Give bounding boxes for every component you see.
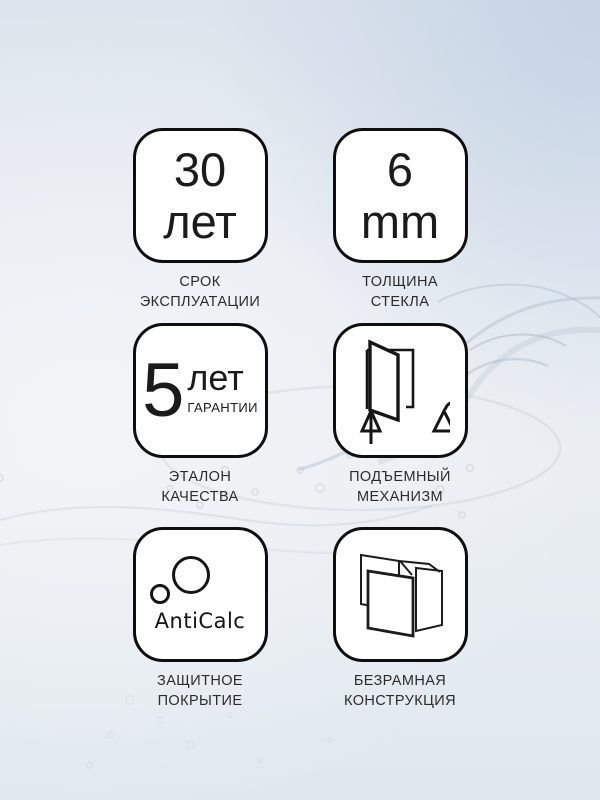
service-life-value	[163, 144, 237, 248]
value-number: 30	[173, 142, 227, 196]
warranty-number: 5	[142, 347, 185, 433]
caption-line: КОНСТРУКЦИЯ	[344, 693, 456, 709]
caption-line: КАЧЕСТВА	[161, 489, 239, 505]
value-unit: mm	[360, 194, 440, 248]
glass-thickness-caption	[300, 272, 500, 312]
frameless-badge	[333, 527, 468, 662]
caption-line: СРОК	[179, 274, 221, 290]
feature-lifting-mechanism	[300, 323, 500, 507]
caption-line: ЭТАЛОН	[168, 469, 232, 485]
caption-line: БЕЗРАМНАЯ	[353, 673, 447, 689]
service-life-badge	[133, 128, 268, 263]
feature-frameless-construction	[300, 527, 500, 711]
feature-service-life	[100, 128, 300, 312]
warranty-caption	[100, 467, 300, 507]
glass-thickness-value	[361, 144, 439, 248]
glass-thickness-badge	[333, 128, 468, 263]
lifting-mechanism-caption	[300, 467, 500, 507]
warranty-sub-label: ГАРАНТИИ	[187, 399, 258, 415]
anticalc-bubbles-icon	[148, 556, 252, 606]
caption-line: СТЕКЛА	[370, 294, 430, 310]
lifting-mechanism-badge	[333, 323, 468, 458]
caption-line: ЭКСПЛУАТАЦИИ	[139, 294, 261, 310]
caption-line: ПОКРЫТИЕ	[157, 693, 243, 709]
caption-line: ПОДЪЕМНЫЙ	[349, 469, 451, 485]
frameless-caption	[300, 671, 500, 711]
feature-warranty	[100, 323, 300, 507]
feature-anticalc-coating	[100, 527, 300, 711]
caption-line: МЕХАНИЗМ	[356, 489, 444, 505]
value-unit: лет	[163, 194, 237, 248]
warranty-unit: лет	[187, 356, 244, 398]
value-number: 6	[386, 142, 414, 196]
feature-glass-thickness	[300, 128, 500, 312]
glass-panels-icon	[350, 545, 450, 645]
warranty-badge	[133, 323, 268, 458]
anticalc-brand-label: AntiCalc	[154, 609, 246, 633]
anticalc-badge	[133, 527, 268, 662]
anticalc-caption	[100, 671, 300, 711]
caption-line: ТОЛЩИНА	[362, 274, 438, 290]
caption-line: ЗАЩИТНОЕ	[157, 673, 243, 689]
service-life-caption	[100, 272, 300, 312]
lifting-door-icon	[350, 338, 450, 444]
warranty-value	[142, 347, 258, 433]
